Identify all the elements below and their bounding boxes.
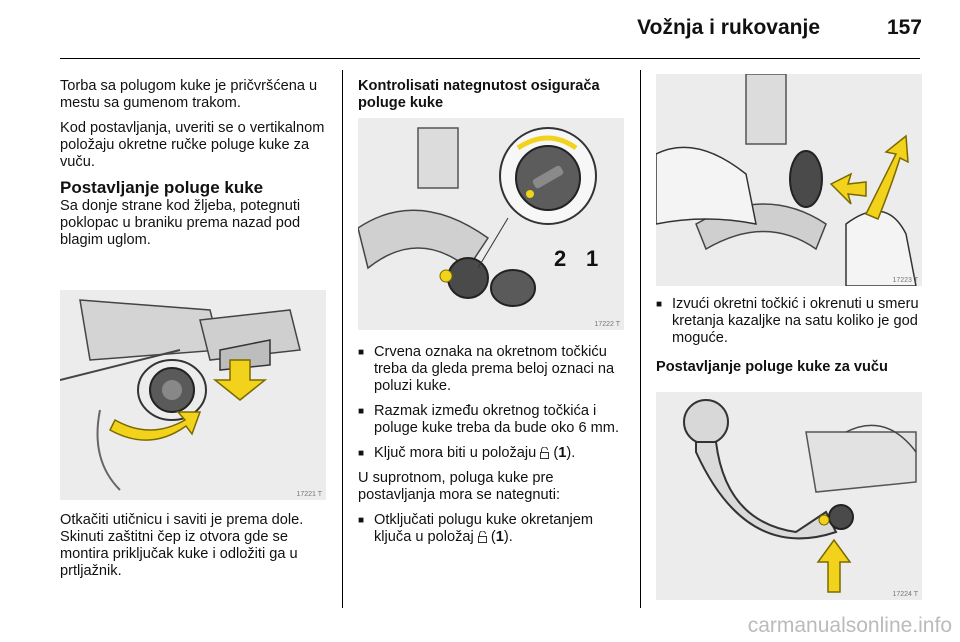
paragraph-bumper-cover: Sa donje strane kod žljeba, potegnuti poklopac u braniku prema nazad pod blagim uglom.	[60, 198, 301, 248]
list-item: ■ Razmak između okretnog točkića i poluge kuke treba da bude oko 6 mm.	[358, 403, 628, 437]
key-position-ref: 1	[558, 445, 567, 461]
list-item: ■ Ključ mora biti u položaju (1).	[358, 445, 628, 462]
lock-knob-illustration	[358, 118, 624, 330]
check-list	[358, 344, 628, 462]
bumper-illustration	[60, 290, 326, 500]
section-heading-install-tow: Postavljanje poluge kuke za vuču	[656, 359, 888, 375]
paragraph-otherwise: U suprotnom, poluga kuke pre postavljanja mora se nategnuti:	[358, 470, 561, 503]
callout-label-2: 2	[554, 246, 567, 271]
watermark: carmanualsonline.info	[747, 614, 952, 637]
column-3-text	[656, 296, 926, 386]
bullet3-text: Ključ mora biti u položaju	[374, 445, 537, 461]
tow-ball-illustration	[656, 392, 922, 600]
figure-17224	[656, 392, 922, 600]
page-number: 157	[886, 16, 922, 39]
figure-number: 17222 T	[594, 321, 620, 328]
pull-knob-illustration	[656, 74, 922, 286]
callout-label-1: 1	[586, 246, 599, 271]
paragraph-vertical-position: Kod postavljanja, uveriti se o vertikalnom položaju okretne ručke poluge kuke za vuču.	[60, 120, 325, 170]
header-rule	[60, 58, 920, 59]
list-item: ■ Crvena oznaka na okretnom točkiću treba da gleda prema beloj oznaci na poluzi kuke.	[358, 344, 628, 395]
tension-list	[358, 512, 628, 546]
figure-number: 17221 T	[296, 491, 322, 498]
figure-number: 17224 T	[892, 591, 918, 598]
key-position-ref: 1	[495, 529, 504, 545]
section-heading-check-tension: Kontrolisati nategnutost osigurača poluge kuke	[358, 78, 600, 111]
figure-number: 17223 T	[892, 277, 918, 284]
figure-17223	[656, 74, 922, 286]
column-2-text	[358, 344, 628, 554]
column-divider-2	[640, 70, 641, 608]
unlock-icon	[540, 447, 549, 459]
column-1	[60, 78, 328, 257]
column-2-heading-block	[358, 78, 626, 122]
chapter-title: Vožnja i rukovanje	[637, 16, 820, 39]
column-1-bottom	[60, 512, 328, 588]
figure-17221	[60, 290, 326, 500]
figure-17222	[358, 118, 624, 330]
list-item: ■ Otključati polugu kuke okretanjem ključa u položaj (1).	[358, 512, 628, 546]
list-item: ■ Izvući okretni točkić i okrenuti u smeru kretanja kazaljke na satu koliko je god moguće.	[656, 296, 926, 347]
column-divider-1	[342, 70, 343, 608]
paragraph-bag-strap: Torba sa polugom kuke je pričvršćena u mestu sa gumenom trakom.	[60, 78, 318, 111]
unlock-icon	[478, 531, 487, 543]
bullet4-text: Otključati polugu kuke okretanjem ključa u položaj	[374, 512, 594, 545]
pull-list	[656, 296, 926, 347]
paragraph-socket-plug: Otkačiti utičnicu i saviti je prema dole. Skinuti zaštitni čep iz otvora gde se montira priključak kuke i odložiti ga u prtljažnik.	[60, 512, 304, 579]
section-heading-install: Postavljanje poluge kuke	[60, 178, 264, 197]
